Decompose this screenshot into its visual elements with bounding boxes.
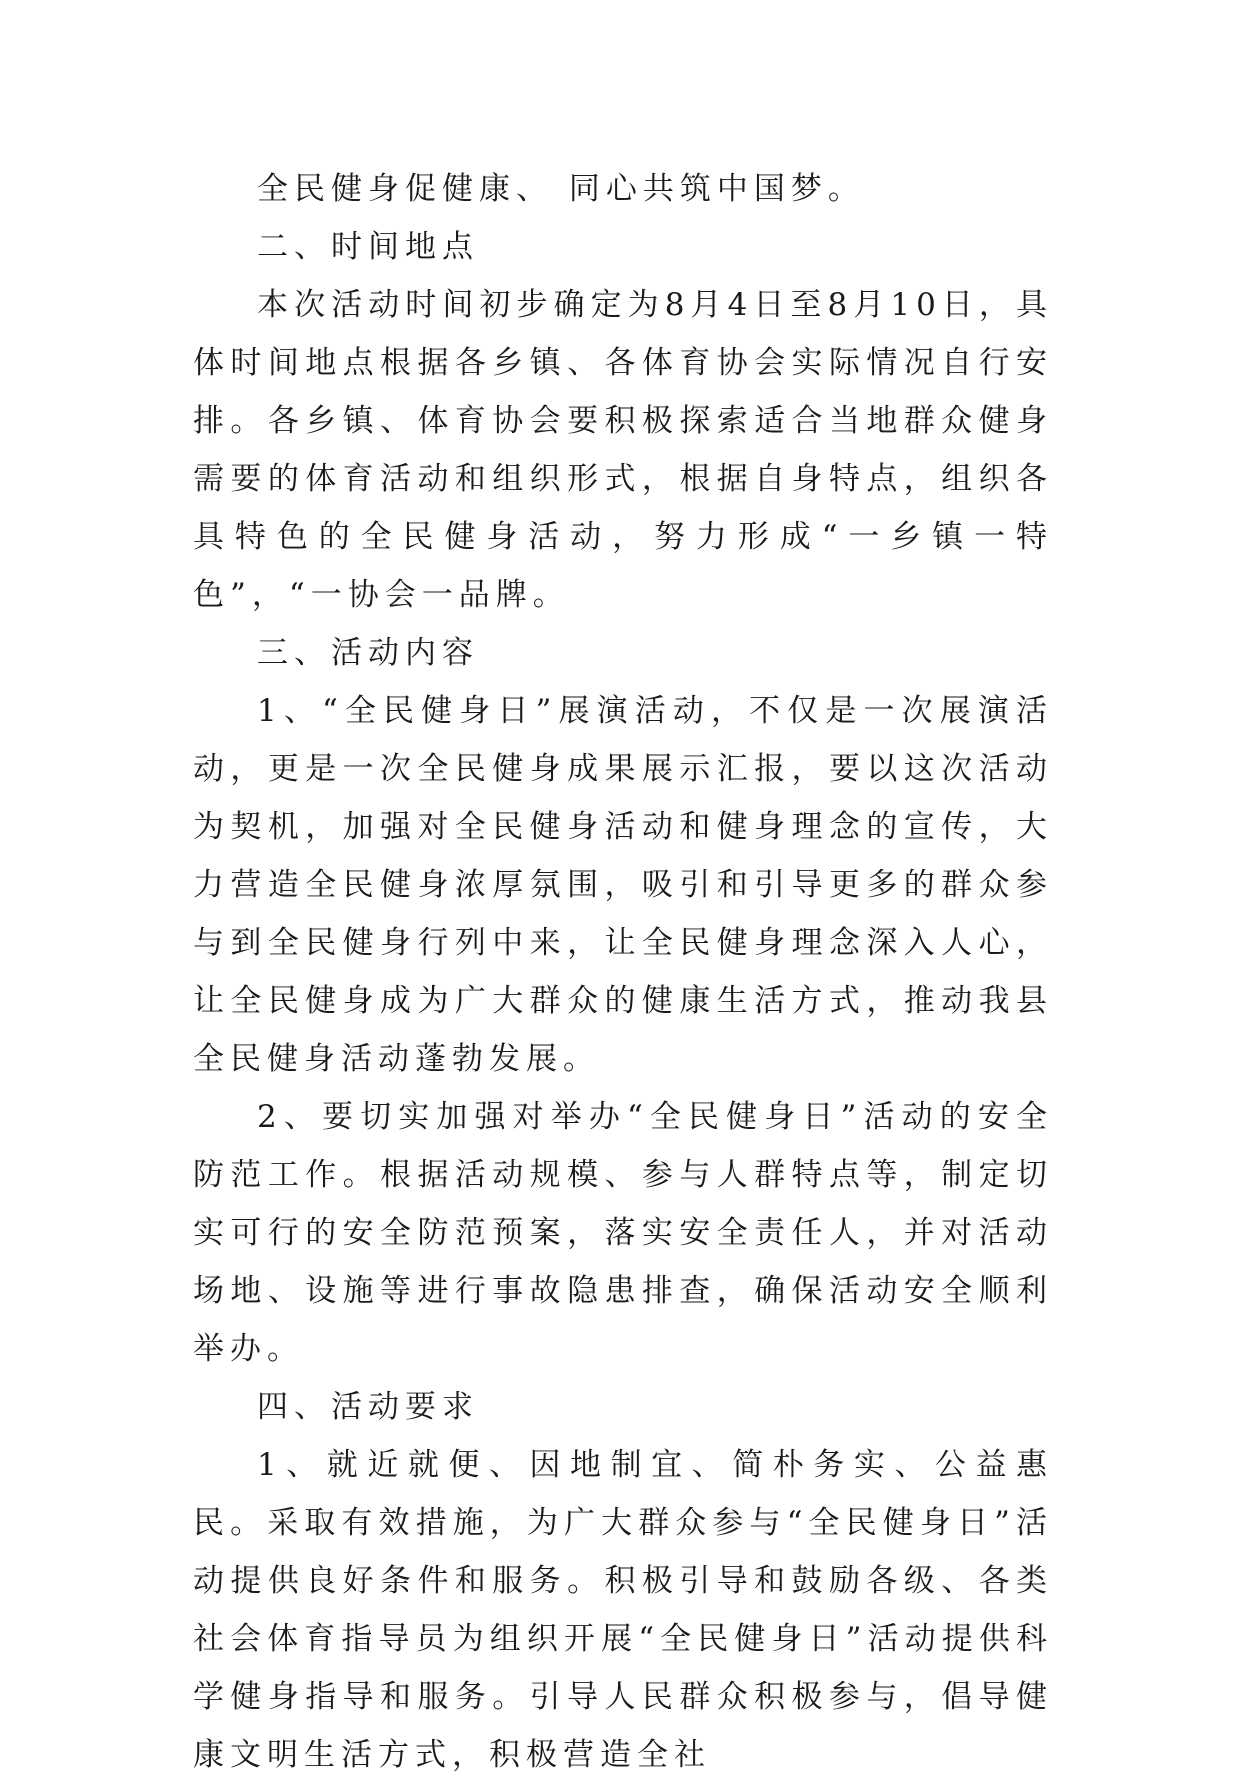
paragraph-activity-content-2: 2、要切实加强对举办“全民健身日”活动的安全防范工作。根据活动规模、参与人群特点等，制定切实可行的安全防范预案，落实安全责任人，并对活动场地、设施等进行事故隐患排查，确保活动安全顺利举办。 [193,1099,1053,1367]
paragraph-time-location: 本次活动时间初步确定为8月4日至8月10日，具体时间地点根据各乡镇、各体育协会实际情况自行安排。各乡镇、体育协会要积极探索适合当地群众健身需要的体育活动和组织形式，根据自身特点，组织各具特色的全民健身活动，努力形成“一乡镇一特色”，“一协会一品牌。 [193,287,1053,613]
section-heading-time-location: 二、时间地点 [257,229,479,265]
section-heading-activity-requirements: 四、活动要求 [257,1389,479,1425]
section-heading-activity-content: 三、活动内容 [257,635,479,671]
paragraph-activity-requirements-1: 1、就近就便、因地制宜、简朴务实、公益惠民。采取有效措施，为广大群众参与“全民健身日”活动提供良好条件和服务。积极引导和鼓励各级、各类社会体育指导员为组织开展“全民健身日”活动提供科学健身指导和服务。引导人民群众积极参与，倡导健康文明生活方式，积极营造全社 [193,1447,1053,1773]
paragraph-slogan: 全民健身促健康、 同心共筑中国梦。 [257,171,865,207]
paragraph-activity-content-1: 1、“全民健身日”展演活动，不仅是一次展演活动，更是一次全民健身成果展示汇报，要以这次活动为契机，加强对全民健身活动和健身理念的宣传，大力营造全民健身浓厚氛围，吸引和引导更多的群众参与到全民健身行列中来，让全民健身理念深入人心，让全民健身成为广大群众的健康生活方式，推动我县全民健身活动蓬勃发展。 [193,693,1053,1077]
document-body [193,160,1053,1784]
